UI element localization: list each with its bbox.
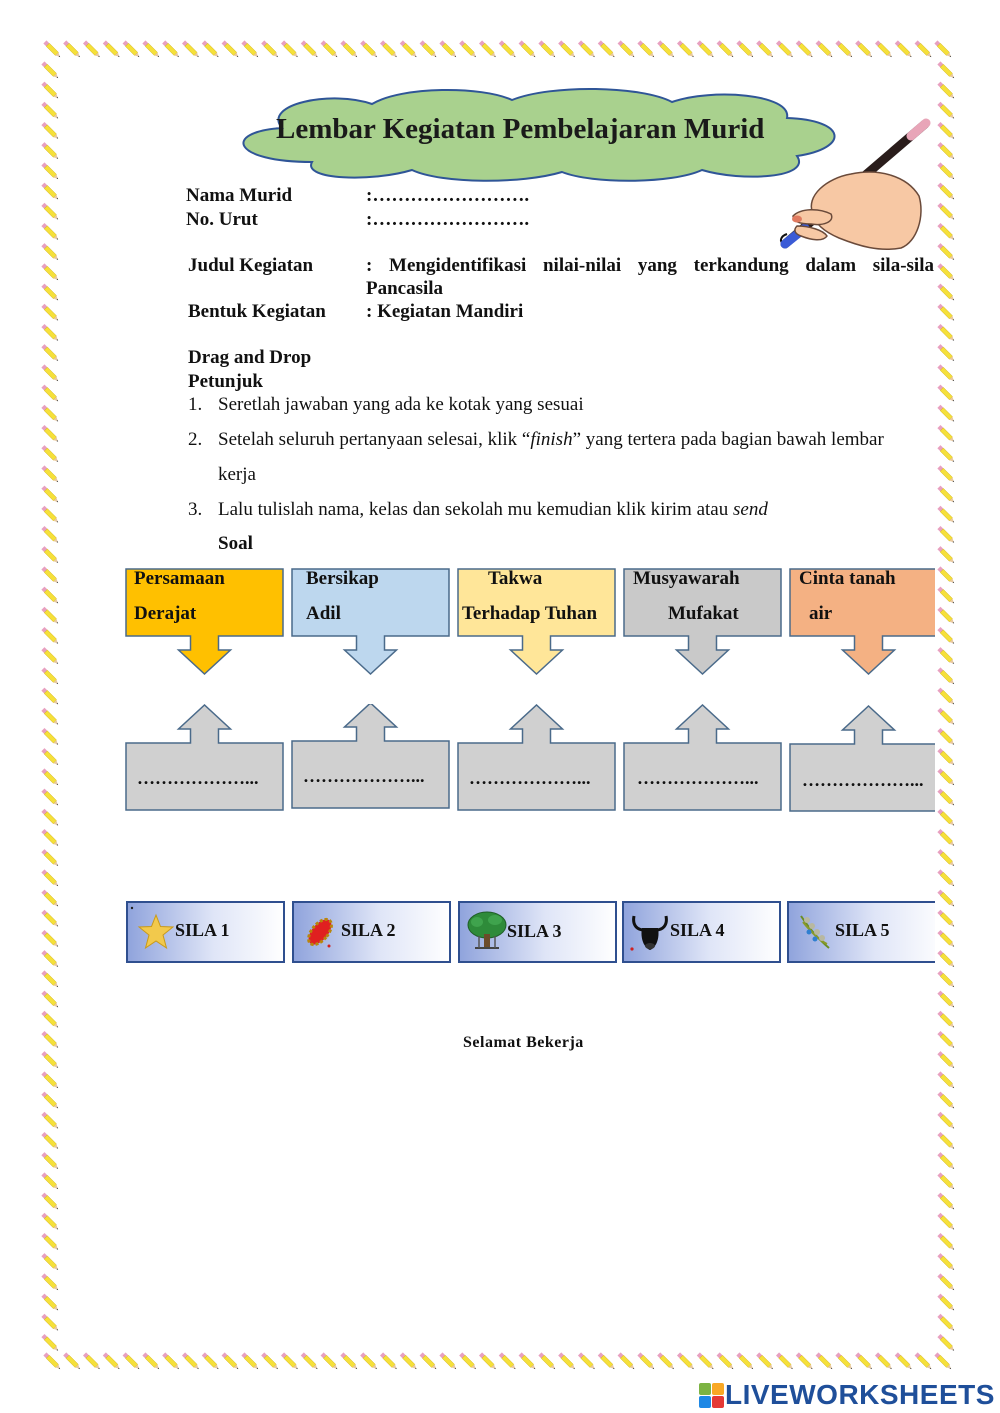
writing-hand-icon [775, 112, 935, 257]
pencil-ornament [937, 1213, 955, 1231]
pencil-ornament [937, 526, 955, 544]
pencil-ornament [103, 40, 121, 58]
pencil-ornament [937, 546, 955, 564]
pencil-ornament [241, 1352, 259, 1370]
pencil-ornament [222, 1352, 240, 1370]
pencil-ornament [937, 728, 955, 746]
pencil-ornament [937, 223, 955, 241]
instruction-text: Setelah seluruh pertanyaan selesai, klik “finish” yang tertera pada bagian bawah lembar [218, 429, 884, 450]
pencil-ornament [41, 465, 59, 483]
pencil-ornament [937, 890, 955, 908]
pencil-ornament [937, 587, 955, 605]
pencil-ornament [937, 1233, 955, 1251]
pencil-ornament [937, 445, 955, 463]
value-label[interactable]: Bersikap [306, 568, 379, 589]
drag-drop-heading: Drag and Drop [188, 347, 312, 368]
pencil-ornament [934, 1352, 952, 1370]
pencil-ornament [937, 1011, 955, 1029]
answer-placeholder: ………………... [637, 768, 759, 788]
pencil-ornament [937, 1092, 955, 1110]
pencil-ornament [41, 910, 59, 928]
pencil-ornament [937, 324, 955, 342]
pencil-ornament [776, 1352, 794, 1370]
pencil-ornament [717, 40, 735, 58]
pencil-ornament [142, 40, 160, 58]
pencil-ornament [937, 465, 955, 483]
star-icon [137, 912, 175, 952]
pencil-ornament [41, 223, 59, 241]
pencil-ornament [736, 40, 754, 58]
liveworksheets-logo-icon [699, 1383, 725, 1409]
pencil-ornament [937, 627, 955, 645]
answer-placeholder: ………………... [137, 768, 259, 788]
pencil-ornament [937, 284, 955, 302]
pencil-ornament [677, 40, 695, 58]
pencil-ornament [937, 1253, 955, 1271]
pencil-ornament [479, 1352, 497, 1370]
sila-label: SILA 1 [175, 920, 230, 940]
pencil-ornament [162, 40, 180, 58]
closing-text: Selamat Bekerja [463, 1034, 584, 1051]
pencil-ornament [937, 849, 955, 867]
pencil-ornament [937, 183, 955, 201]
no-urut-field: :……………………. [366, 209, 530, 230]
pencil-ornament [937, 385, 955, 403]
pencil-ornament [657, 40, 675, 58]
pencil-ornament [83, 1352, 101, 1370]
petunjuk-heading: Petunjuk [188, 371, 263, 392]
pencil-ornament [360, 40, 378, 58]
pencil-ornament [756, 40, 774, 58]
pencil-ornament [618, 40, 636, 58]
pencil-ornament [855, 1352, 873, 1370]
pencil-ornament [538, 40, 556, 58]
pencil-ornament [937, 930, 955, 948]
pencil-ornament [123, 1352, 141, 1370]
pencil-ornament [301, 40, 319, 58]
page-title: Lembar Kegiatan Pembelajaran Murid [276, 113, 765, 145]
pencil-ornament [41, 748, 59, 766]
pencil-ornament [63, 1352, 81, 1370]
pencil-ornament [281, 40, 299, 58]
pencil-ornament [937, 829, 955, 847]
pencil-ornament [937, 1193, 955, 1211]
no-urut-label: No. Urut [186, 209, 258, 230]
pencil-ornament [657, 1352, 675, 1370]
pencil-ornament [41, 991, 59, 1009]
pencil-ornament [261, 1352, 279, 1370]
pencil-ornament [677, 1352, 695, 1370]
pencil-ornament [182, 1352, 200, 1370]
pencil-ornament [937, 506, 955, 524]
pencil-ornament [41, 445, 59, 463]
pencil-ornament [103, 1352, 121, 1370]
pencil-ornament [937, 1051, 955, 1069]
pencil-ornament [937, 364, 955, 382]
pencil-ornament [41, 506, 59, 524]
pencil-ornament [41, 1273, 59, 1291]
pencil-ornament [41, 950, 59, 968]
pencil-ornament [41, 263, 59, 281]
pencil-ornament [479, 40, 497, 58]
pencil-ornament [41, 1193, 59, 1211]
pencil-ornament [41, 162, 59, 180]
pencil-ornament [241, 40, 259, 58]
pencil-ornament [380, 1352, 398, 1370]
pencil-ornament [142, 1352, 160, 1370]
pencil-ornament [41, 1112, 59, 1130]
pencil-ornament [937, 122, 955, 140]
pencil-ornament [937, 809, 955, 827]
pencil-ornament [937, 1112, 955, 1130]
pencil-ornament [281, 1352, 299, 1370]
pencil-ornament [41, 1213, 59, 1231]
pencil-ornament [937, 748, 955, 766]
pencil-ornament [937, 789, 955, 807]
pencil-ornament [816, 1352, 834, 1370]
pencil-ornament [937, 486, 955, 504]
pencil-ornament [41, 1233, 59, 1251]
pencil-ornament [937, 970, 955, 988]
pencil-ornament [41, 61, 59, 79]
pencil-ornament [937, 1314, 955, 1332]
pencil-ornament [637, 1352, 655, 1370]
pencil-ornament [41, 667, 59, 685]
pencil-ornament [41, 627, 59, 645]
pencil-ornament [578, 40, 596, 58]
pencil-ornament [697, 1352, 715, 1370]
pencil-ornament [937, 688, 955, 706]
pencil-ornament [301, 1352, 319, 1370]
judul-kegiatan-value-cont: Pancasila [366, 278, 444, 299]
pencil-ornament [41, 607, 59, 625]
pencil-ornament [756, 1352, 774, 1370]
pencil-ornament [895, 1352, 913, 1370]
pencil-ornament [41, 526, 59, 544]
value-label[interactable]: Cinta tanah [799, 568, 896, 589]
sila-tiles [125, 900, 935, 965]
pencil-ornament [41, 142, 59, 160]
pencil-ornament [937, 1334, 955, 1352]
pencil-ornament [43, 1352, 61, 1370]
pencil-ornament [519, 1352, 537, 1370]
pencil-ornament [43, 40, 61, 58]
pencil-ornament [697, 40, 715, 58]
answer-placeholder: ………………... [469, 768, 591, 788]
pencil-ornament [400, 40, 418, 58]
pencil-ornament [558, 40, 576, 58]
pencil-ornament [598, 40, 616, 58]
pencil-ornament [519, 40, 537, 58]
value-label[interactable]: Derajat [134, 603, 197, 624]
instruction-text: Lalu tulislah nama, kelas dan sekolah mu kemudian klik kirim atau send [218, 499, 768, 520]
pencil-ornament [41, 1314, 59, 1332]
pencil-ornament [41, 82, 59, 100]
pencil-ornament [937, 304, 955, 322]
pencil-ornament [41, 829, 59, 847]
pencil-ornament [937, 142, 955, 160]
pencil-ornament [41, 647, 59, 665]
pencil-ornament [937, 1273, 955, 1291]
pencil-ornament [855, 40, 873, 58]
pencil-ornament [41, 688, 59, 706]
answer-drop-slot-5[interactable] [790, 706, 935, 811]
pencil-ornament [41, 243, 59, 261]
pencil-ornament [222, 40, 240, 58]
pencil-ornament [41, 849, 59, 867]
pencil-ornament [937, 607, 955, 625]
pencil-ornament [41, 122, 59, 140]
bentuk-kegiatan-label: Bentuk Kegiatan [188, 301, 326, 322]
pencil-ornament [538, 1352, 556, 1370]
pencil-ornament [340, 1352, 358, 1370]
pencil-ornament [41, 1334, 59, 1352]
pencil-ornament [41, 405, 59, 423]
pencil-ornament [895, 40, 913, 58]
pencil-ornament [41, 102, 59, 120]
pencil-ornament [937, 203, 955, 221]
pencil-ornament [937, 162, 955, 180]
pencil-ornament [41, 385, 59, 403]
pencil-ornament [875, 40, 893, 58]
pencil-ornament [637, 40, 655, 58]
sila-label: SILA 2 [341, 920, 396, 940]
pencil-ornament [41, 809, 59, 827]
answer-drop-slot-3[interactable] [458, 705, 615, 810]
sila-label: SILA 3 [507, 921, 562, 941]
pencil-ornament [937, 1152, 955, 1170]
pencil-ornament [796, 1352, 814, 1370]
pencil-ornament [41, 1051, 59, 1069]
pencil-ornament [937, 708, 955, 726]
instruction-number: 3. [188, 499, 203, 520]
pencil-ornament [439, 40, 457, 58]
value-label[interactable]: Persamaan [134, 568, 225, 589]
answer-drop-slot-1[interactable] [126, 705, 283, 810]
pencil-ornament [41, 768, 59, 786]
pencil-ornament [717, 1352, 735, 1370]
pencil-ornament [578, 1352, 596, 1370]
pencil-ornament [360, 1352, 378, 1370]
pencil-ornament [41, 1011, 59, 1029]
pencil-ornament [915, 40, 933, 58]
brand-logo [697, 1378, 999, 1412]
pencil-ornament [41, 1294, 59, 1312]
pencil-ornament [937, 425, 955, 443]
pencil-ornament [41, 486, 59, 504]
pencil-ornament [41, 203, 59, 221]
chain-icon [301, 912, 339, 952]
pencil-ornament [41, 789, 59, 807]
pencil-ornament [380, 40, 398, 58]
instruction-number: 2. [188, 429, 203, 450]
pencil-ornament [41, 728, 59, 746]
pencil-ornament [400, 1352, 418, 1370]
pencil-ornament [41, 890, 59, 908]
pencil-ornament [41, 546, 59, 564]
pencil-ornament [937, 263, 955, 281]
value-callouts [125, 568, 935, 678]
pencil-ornament [439, 1352, 457, 1370]
pencil-ornament [41, 1132, 59, 1150]
pencil-ornament [41, 1031, 59, 1049]
pencil-ornament [41, 566, 59, 584]
pencil-ornament [41, 587, 59, 605]
pencil-ornament [598, 1352, 616, 1370]
pencil-ornament [499, 40, 517, 58]
pencil-ornament [618, 1352, 636, 1370]
pencil-ornament [937, 344, 955, 362]
answer-drop-slot-2[interactable] [292, 704, 449, 808]
nama-murid-label: Nama Murid [186, 185, 293, 206]
pencil-ornament [937, 991, 955, 1009]
pencil-ornament [816, 40, 834, 58]
value-label[interactable]: Mufakat [668, 603, 739, 624]
rice-cotton-icon [795, 910, 835, 952]
value-label[interactable]: Takwa [488, 568, 543, 589]
sila-label: SILA 4 [670, 920, 725, 940]
pencil-ornament [937, 1132, 955, 1150]
pencil-ornament [202, 1352, 220, 1370]
pencil-ornament [459, 1352, 477, 1370]
pencil-ornament [937, 910, 955, 928]
sila-label: SILA 5 [835, 920, 890, 940]
pencil-ornament [937, 768, 955, 786]
bull-head-icon [630, 910, 670, 954]
pencil-ornament [83, 40, 101, 58]
pencil-ornament [776, 40, 794, 58]
pencil-ornament [937, 1031, 955, 1049]
pencil-ornament [41, 324, 59, 342]
value-label[interactable]: Adil [306, 603, 341, 624]
pencil-ornament [321, 40, 339, 58]
banyan-tree-icon [465, 908, 509, 952]
pencil-ornament [162, 1352, 180, 1370]
soal-heading: Soal [218, 533, 253, 554]
instruction-number: 1. [188, 394, 203, 415]
pencil-ornament [937, 1172, 955, 1190]
pencil-ornament [937, 102, 955, 120]
pencil-ornament [937, 950, 955, 968]
pencil-ornament [41, 1172, 59, 1190]
pencil-ornament [41, 183, 59, 201]
instruction-text-cont: kerja [218, 464, 256, 485]
brand-name: LIVEWORKSHEETS [725, 1379, 995, 1410]
value-label[interactable]: Terhadap Tuhan [462, 603, 598, 624]
pencil-ornament [63, 40, 81, 58]
pencil-ornament [41, 1152, 59, 1170]
pencil-ornament [41, 869, 59, 887]
pencil-ornament [41, 930, 59, 948]
pencil-ornament [321, 1352, 339, 1370]
instruction-text: Seretlah jawaban yang ada ke kotak yang sesuai [218, 394, 584, 415]
pencil-ornament [261, 40, 279, 58]
pencil-ornament [41, 425, 59, 443]
value-label[interactable]: air [809, 603, 833, 624]
pencil-ornament [937, 1071, 955, 1089]
pencil-ornament [937, 566, 955, 584]
pencil-ornament [41, 284, 59, 302]
answer-placeholder: ………………... [802, 770, 924, 790]
pencil-ornament [937, 667, 955, 685]
judul-kegiatan-value: : Mengidentifikasi nilai-nilai yang terkandung dalam sila-sila [366, 255, 934, 276]
pencil-ornament [41, 1092, 59, 1110]
pencil-ornament [835, 1352, 853, 1370]
pencil-ornament [41, 1253, 59, 1271]
pencil-ornament [41, 708, 59, 726]
pencil-ornament [202, 40, 220, 58]
value-label[interactable]: Musyawarah [633, 568, 740, 589]
pencil-ornament [41, 970, 59, 988]
pencil-ornament [875, 1352, 893, 1370]
pencil-ornament [937, 405, 955, 423]
pencil-ornament [41, 344, 59, 362]
pencil-ornament [736, 1352, 754, 1370]
pencil-ornament [459, 40, 477, 58]
pencil-ornament [835, 40, 853, 58]
answer-drop-slot-4[interactable] [624, 705, 781, 810]
pencil-ornament [937, 243, 955, 261]
pencil-ornament [558, 1352, 576, 1370]
pencil-ornament [420, 1352, 438, 1370]
pencil-ornament [420, 40, 438, 58]
pencil-ornament [499, 1352, 517, 1370]
pencil-ornament [937, 647, 955, 665]
pencil-ornament [340, 40, 358, 58]
pencil-ornament [41, 304, 59, 322]
nama-murid-field: :……………………. [366, 185, 530, 206]
pencil-ornament [937, 61, 955, 79]
pencil-ornament [937, 1294, 955, 1312]
pencil-ornament [937, 82, 955, 100]
pencil-ornament [915, 1352, 933, 1370]
bentuk-kegiatan-value: : Kegiatan Mandiri [366, 301, 524, 322]
pencil-ornament [796, 40, 814, 58]
answer-slots [125, 704, 935, 816]
answer-placeholder: ………………... [303, 766, 425, 786]
pencil-ornament [182, 40, 200, 58]
pencil-ornament [41, 1071, 59, 1089]
pencil-ornament [123, 40, 141, 58]
answer-shapes [125, 704, 935, 816]
pencil-ornament [41, 364, 59, 382]
pencil-ornament [934, 40, 952, 58]
pencil-ornament [937, 869, 955, 887]
judul-kegiatan-label: Judul Kegiatan [188, 255, 314, 276]
